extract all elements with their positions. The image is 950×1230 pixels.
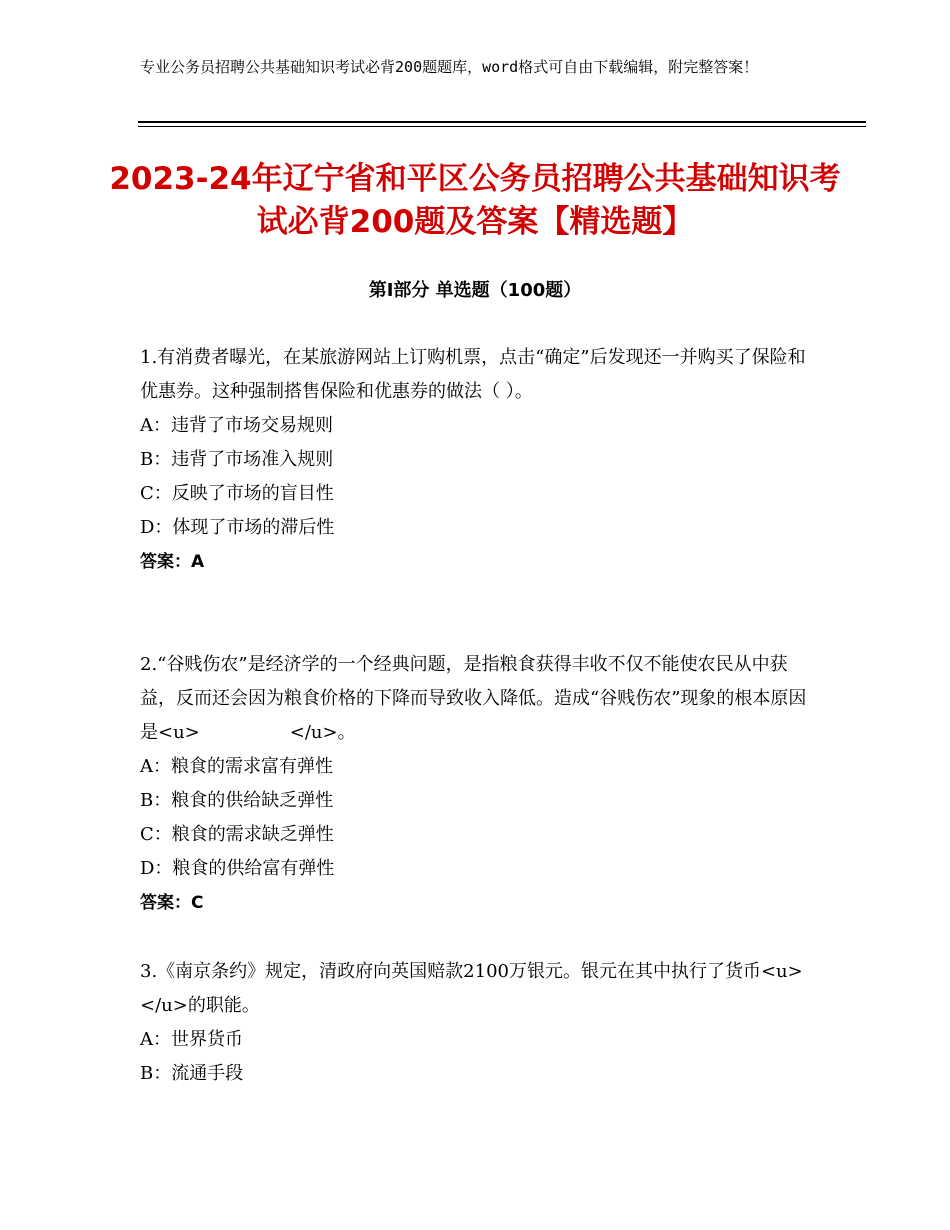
option-b: B：粮食的供给缺乏弹性 <box>140 790 334 811</box>
question-stem: 3.《南京条约》规定，清政府向英国赔款2100万银元。银元在其中执行了货币<u> </u>的职能。 <box>140 961 893 1016</box>
section-title: 第Ⅰ部分 单选题（100题） <box>368 280 582 301</box>
question-3 <box>140 955 893 1091</box>
option-b: B：流通手段 <box>140 1063 244 1084</box>
option-d: D：体现了市场的滞后性 <box>140 517 335 538</box>
header-rule-thin <box>138 126 866 127</box>
option-a: A：违背了市场交易规则 <box>140 415 333 436</box>
option-c: C：粮食的需求缺乏弹性 <box>140 824 334 845</box>
option-d: D：粮食的供给富有弹性 <box>140 858 335 879</box>
question-stem: 2.“谷贱伤农”是经济学的一个经典问题，是指粮食获得丰收不仅不能使农民从中获益，反而还会因为粮食价格的下降而导致收入降低。造成“谷贱伤农”现象的根本原因是<u> </u>。 <box>140 654 807 743</box>
option-a: A：世界货币 <box>140 1029 243 1050</box>
option-a: A：粮食的需求富有弹性 <box>140 756 333 777</box>
question-stem: 1.有消费者曝光，在某旅游网站上订购机票，点击“确定”后发现还一并购买了保险和优惠券。这种强制搭售保险和优惠券的做法（ ）。 <box>140 347 806 402</box>
header-rule-thick <box>138 121 866 123</box>
header-note: 专业公务员招聘公共基础知识考试必背200题题库，word格式可自由下载编辑，附完整答案！ <box>140 58 759 76</box>
question-2 <box>140 648 812 920</box>
option-b: B：违背了市场准入规则 <box>140 449 334 470</box>
document-title: 2023-24年辽宁省和平区公务员招聘公共基础知识考试必背200题及答案【精选题】 <box>109 161 841 240</box>
option-c: C：反映了市场的盲目性 <box>140 483 334 504</box>
question-1 <box>140 341 812 579</box>
answer: 答案：A <box>140 552 205 572</box>
answer: 答案：C <box>140 893 204 913</box>
